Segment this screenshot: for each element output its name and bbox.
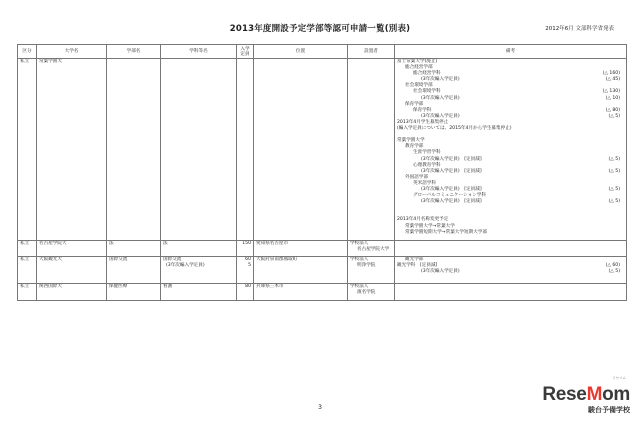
cell-ichi: 大阪府泉南郡熊取町 [254,257,348,284]
cell-teiin: 150 [237,241,254,257]
remark-text: 英米語学科 [413,180,436,186]
cell-ichi: 愛知県名古屋市 [254,241,348,257]
remark-text: 社会環境学部 [405,83,433,89]
remark-text: 観光学科 [定員減] [397,263,438,269]
remark-text: (3年次編入学定員) [定員減] [421,168,482,174]
cell-kubun: 私立 [18,284,37,301]
cell-gakubu [107,59,161,241]
remark-text: (3年次編入学定員) [421,113,460,119]
cell-ichi [254,59,348,241]
remark-text: 社会環境学科 [413,89,441,95]
cell-secchi [348,284,395,301]
cell-gakubu: 国際交流 [107,257,161,284]
secchi-line: 学校法人 [350,284,369,289]
remark-text: (3年次編入学定員) [定員減] [421,156,482,162]
col-gakka: 学科等名 [161,45,237,59]
remark-value: (△ 5) [608,186,620,192]
remark-text: 保育学科 [413,107,432,113]
remark-value: (△ 80) [605,107,620,113]
remark-text: 常葉学園大学 [397,138,425,144]
remark-value: (△ 60) [605,263,620,269]
cell-bikou [395,59,627,241]
cell-bikou [395,257,627,284]
gakka-line: (3年次編入学定員) [166,263,205,269]
cell-secchi [348,241,395,257]
cell-gakubu: 法 [107,241,161,257]
secchi-line: 明浄学院 [357,263,376,269]
remark-text: 常葉学園大学→常葉大学 [405,223,455,229]
remark-value: (△ 5) [608,113,620,119]
remark-text: 2013年4月学生募集停止 [397,119,449,125]
col-kubun: 区分 [18,45,37,59]
remark-value: (△ 45) [605,77,620,83]
remark-text: 生涯学習学科 [413,150,441,156]
cell-daigaku: 名古屋学院大 [37,241,107,257]
remark-text: 常葉学園短期大学→常葉大学短期大学部 [405,229,487,235]
logo-wordmark: ReseMom [542,384,630,405]
secchi-line: 名古屋学院大学 [357,247,390,253]
cell-ichi: 兵庫県三木市 [254,284,348,301]
remark-text: (編入学定員については、2015年4月から学生募集停止) [397,126,512,132]
cell-gakubu: 保健医療 [107,284,161,301]
page-number: 3 [318,404,322,411]
cell-teiin [237,257,254,284]
remark-value: (△ 10) [605,95,620,101]
remark-text: (3年次編入学定員) [定員減] [421,199,482,205]
cell-daigaku: 大阪観光大 [37,257,107,284]
resemom-logo [542,385,630,415]
cell-kubun: 私立 [18,59,37,241]
cell-teiin: 80 [237,284,254,301]
cell-kubun: 私立 [18,257,37,284]
remark-text: 総合経営学部 [405,65,433,71]
col-gakubu: 学部名 [107,45,161,59]
remark-text: 2013年4月名称変更予定 [397,217,449,223]
remark-line [397,230,624,236]
remark-text: グローバルコミュニケーション学科 [413,193,486,199]
remark-text: (3年次編入学定員) [定員減] [421,186,482,192]
remark-text: (3年次編入学定員) [421,269,460,275]
remark-text: 外国語学部 [405,174,428,180]
table-row [18,241,627,257]
table-row [18,257,627,284]
remark-value: (△ 5) [608,269,620,275]
remark-value: (△ 5) [608,168,620,174]
remark-value: (△ 5) [608,199,620,205]
logo-sub: 駿台予備学校 [588,406,630,414]
logo-kana: リセマム [612,376,626,380]
application-table [17,44,627,301]
col-ichi: 位置 [254,45,348,59]
col-daigaku: 大学名 [37,45,107,59]
remark-text: 教育学部 [405,144,424,150]
remark-value: (△ 130) [602,89,620,95]
col-teiin: 入学 定員 [237,45,254,59]
remark-line [397,269,624,275]
remark-text: 心理教育学科 [413,162,441,168]
cell-gakka: 法 [161,241,237,257]
remark-text: 富士常葉大学(廃止) [397,59,438,64]
secchi-line: 学校法人 [350,241,369,246]
secchi-line: 学校法人 [350,257,369,262]
remark-text: (3年次編入学定員) [421,95,460,101]
cell-teiin [237,59,254,241]
cell-secchi [348,257,395,284]
table-header-row [18,45,627,59]
col-secchi: 設置者 [348,45,395,59]
cell-gakka [161,59,237,241]
gakka-line: 国際交流 [163,257,182,262]
teiin-line: 5 [248,263,251,269]
remark-text: 観光学部 [405,257,424,262]
cell-daigaku: 常葉学園大 [37,59,107,241]
cell-secchi [348,59,395,241]
remark-value: (△ 160) [602,71,620,77]
secchi-line: 濱名学院 [357,290,376,296]
cell-bikou [395,241,627,257]
cell-bikou [395,284,627,301]
remark-value: (△ 5) [608,156,620,162]
teiin-line: 60 [245,257,251,262]
remark-text: 保育学部 [405,101,424,107]
publish-date: 2012年6月 文部科学省発表 [545,26,614,32]
remark-text: (3年次編入学定員) [421,77,460,83]
cell-kubun: 私立 [18,241,37,257]
cell-gakka [161,257,237,284]
cell-gakka: 看護 [161,284,237,301]
page-title: 2013年度開設予定学部等認可申請一覧(別表) [229,24,411,34]
table-row [18,59,627,241]
cell-daigaku: 関西国際大 [37,284,107,301]
table-row [18,284,627,301]
col-bikou: 備考 [395,45,627,59]
remark-text: 総合経営学科 [413,71,441,77]
